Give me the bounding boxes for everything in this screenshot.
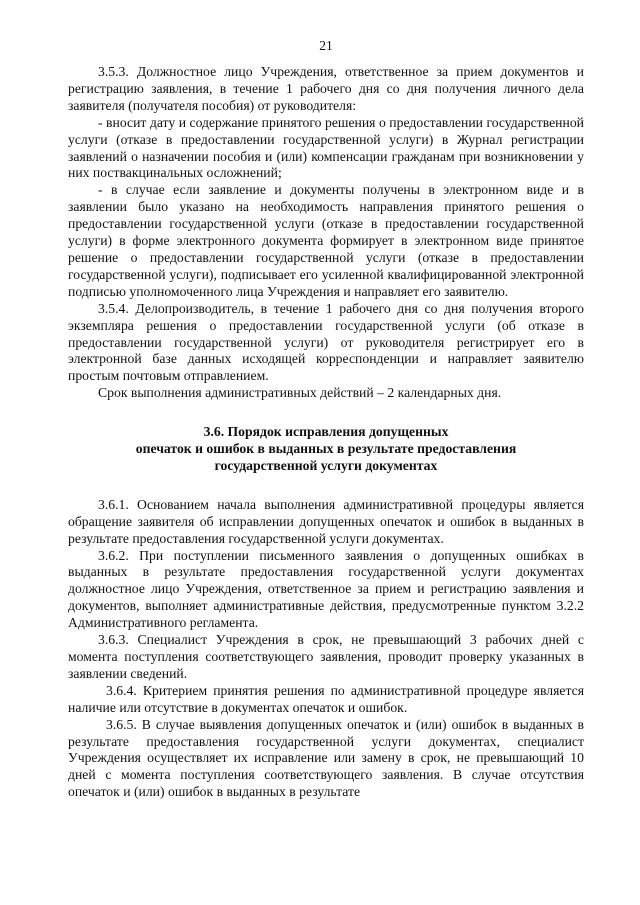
paragraph-3-6-1: 3.6.1. Основанием начала выполнения административной процедуры является обращение заявителя об исправлении допущенных опечаток и ошибок в выданных в результате предоставления государственной услуги документах. — [68, 496, 584, 546]
page-number: 21 — [319, 38, 333, 53]
section-heading-line: государственной услуги документах — [214, 457, 438, 473]
paragraph-deadline: Срок выполнения административных действий – 2 календарных дня. — [98, 385, 502, 401]
section-heading-line: опечаток и ошибок в выданных в результате предоставления — [135, 441, 517, 457]
paragraph-bullet-electronic: - в случае если заявление и документы получены в электронном виде и в заявлении было указано на необходимость направления принятого решения о предоставлении государственной услуги (отказе в предоставлении государственной услуги) в форме электронного документа формирует в электронном виде принятое решение о предоставлении государственной услуги (отказе в предоставлении государственной услуги), подписывает его усиленной квалифицированной электронной подписью уполномоченного лица Учреждения и направляет его заявителю. — [68, 182, 584, 299]
section-heading-line: 3.6. Порядок исправления допущенных — [203, 424, 449, 440]
paragraph-3-6-4: 3.6.4. Критерием принятия решения по административной процедуре является наличие или отсутствие в документах опечаток и ошибок. — [68, 682, 584, 715]
section-heading-3-6 — [68, 424, 584, 475]
document-page — [68, 38, 584, 801]
paragraph-3-6-3: 3.6.3. Специалист Учреждения в срок, не превышающий 3 рабочих дней с момента поступления соответствующего заявления, проводит проверку указанных в заявлении сведений. — [68, 632, 584, 681]
paragraph-3-6-5: 3.6.5. В случае выявления допущенных опечаток и (или) ошибок в выданных в результате предоставления государственной услуги документах, специалист Учреждения осуществляет их исправление или замену в срок, не превышающий 10 дней с момента поступления соответствующего заявления. В случае отсутствия опечаток и (или) ошибок в выданных в результате — [68, 716, 584, 800]
paragraph-3-5-3: 3.5.3. Должностное лицо Учреждения, ответственное за прием документов и регистрацию заявления, в течение 1 рабочего дня со дня получения личного дела заявителя (получателя пособия) от руководителя: — [68, 64, 584, 113]
paragraph-3-6-2: 3.6.2. При поступлении письменного заявления о допущенных ошибках в выданных в результате предоставления государственной услуги документах должностное лицо Учреждения, ответственное за прием и регистрацию заявления и документов, выполняет административные действия, предусмотренные пунктом 3.2.2 Административного регламента. — [68, 547, 584, 631]
paragraph-3-5-4: 3.5.4. Делопроизводитель, в течение 1 рабочего дня со дня получения второго экземпляра решения о предоставлении государственной услуги (об отказе в предоставлении государственной услуги) от руководителя регистрирует его в электронной базе данных исходящей корреспонденции и направляет заявителю простым почтовым отправлением. — [68, 300, 584, 384]
paragraph-bullet-journal: - вносит дату и содержание принятого решения о предоставлении государственной услуги (отказе в предоставлении государственной услуги) в Журнал регистрации заявлений о назначении пособия и (или) компенсации гражданам при возникновении у них поствакцинальных осложнений; — [68, 114, 584, 181]
